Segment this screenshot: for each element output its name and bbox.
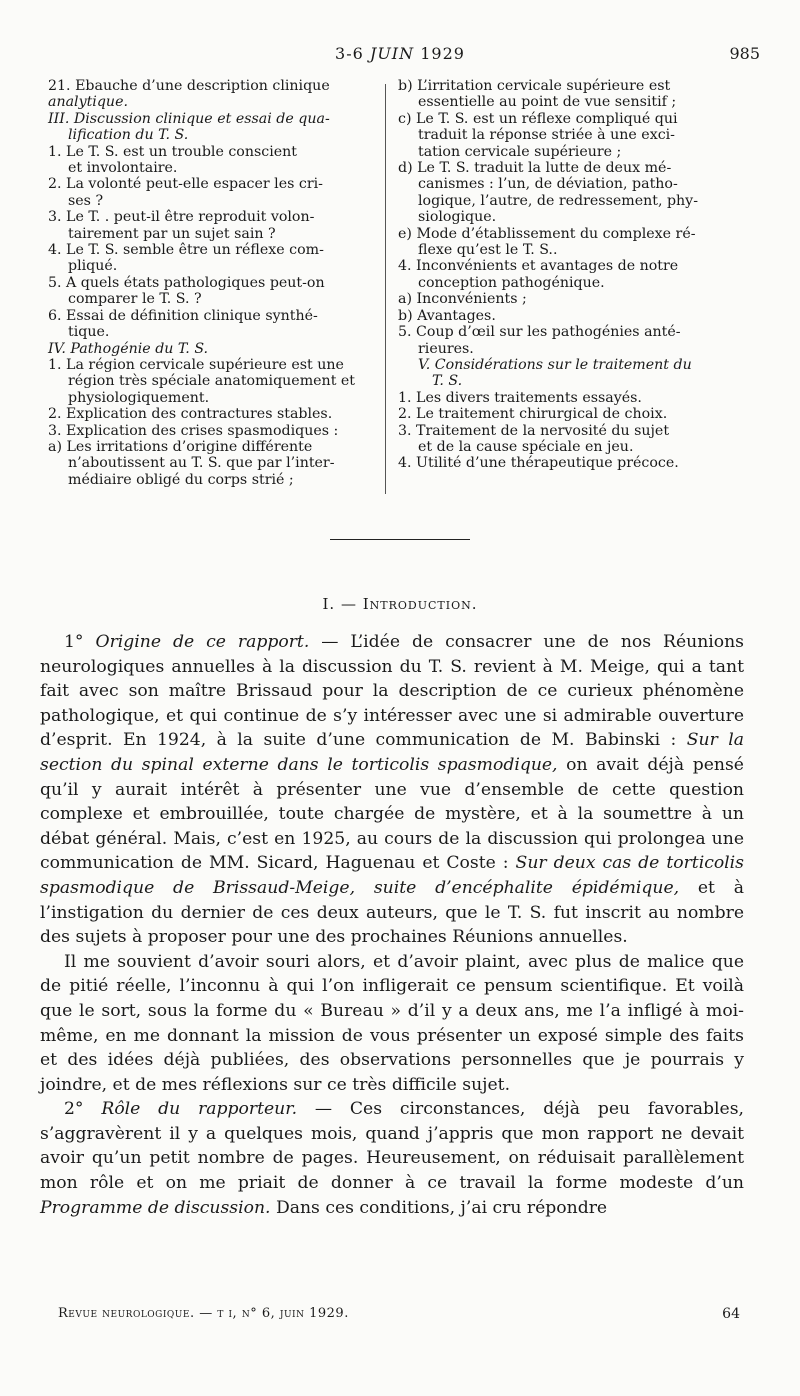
toc-line: III. Discussion clinique et essai de qua- — [48, 110, 330, 127]
italic-run: Sur la section du spinal externe dans le torticolis spasmodique, — [40, 730, 744, 775]
toc-line: 2. Explication des contractures stables. — [48, 406, 333, 423]
text-run: Il me souvient d’avoir souri alors, et d’avoir plaint, avec plus de malice que de pitié réelle, l’inconnu à qui l’on infligerait ce pensum scientifique. Et voilà que le sort, sous la forme du « Bureau » d’il y a deux ans, me l’a infligé à moi-même, en me donnant la mission de vous présenter un exposé simple des faits et des idées déjà publiées, des observations personnelles que je pourrais y joindre, et de mes réflexions sur ce très difficile sujet. — [40, 951, 744, 1095]
toc-line: essentielle au point de vue sensitif ; — [418, 94, 677, 111]
paragraph-role — [40, 1097, 744, 1220]
toc-line: n’aboutissent au T. S. que par l’inter- — [68, 455, 335, 472]
toc-line: d) Le T. S. traduit la lutte de deux mé- — [398, 160, 672, 177]
toc-line: flexe qu’est le T. S.. — [418, 242, 558, 259]
toc-line: b) Avantages. — [398, 307, 496, 324]
toc-line: logique, l’autre, de redressement, phy- — [418, 192, 698, 209]
toc-line: analytique. — [48, 94, 128, 111]
toc-line: e) Mode d’établissement du complexe ré- — [398, 225, 696, 242]
toc-line: b) L’irritation cervicale supérieure est — [398, 78, 671, 94]
section-rule — [330, 539, 470, 540]
toc-line: 2. La volonté peut-elle espacer les cri- — [48, 176, 323, 193]
toc-line: 21. Ebauche d’une description clinique — [48, 78, 330, 94]
toc-line: pliqué. — [68, 258, 118, 275]
header-date — [40, 44, 760, 63]
page-number: 985 — [729, 44, 760, 63]
toc-line: 4. Le T. S. semble être un réflexe com- — [48, 242, 324, 259]
italic-run: Programme de discussion. — [40, 1197, 271, 1218]
italic-run: Sur deux cas de torticolis spasmodique de Brissaud-Meige, suite d’encéphalite épidémique, — [40, 853, 744, 898]
toc-line: tairement par un sujet sain ? — [68, 225, 276, 242]
toc-line: lification du T. S. — [68, 127, 189, 144]
toc-line: région très spéciale anatomiquement et — [68, 373, 355, 390]
body-text — [40, 630, 744, 1220]
text-run: — L’idée de consacrer une de nos Réunions neurologiques annuelles à la discussion du T. S. revient à M. Meige, qui a tant fait avec son maître Brissaud pour la description de ce curieux phénomène pathologique, et qui continue de s’y intéresser avec une si admirable ouverture d’esprit. En 1924, à la suite d’une communication de M. Babinski : — [40, 632, 745, 751]
toc-left-column — [48, 78, 368, 488]
text-run: on avait déjà pensé qu’il y aurait intérêt à présenter une vue d’ensemble de cette question complexe et embrouillée, toute chargée de mystère, et à la soumettre à un débat général. Mais, c’est en 1925, au cours de la discussion qui prolongea une communication de MM. Sicard, Haguenau et Coste : — [40, 754, 744, 874]
text-run: et à l’instigation du dernier de ces deux auteurs, que le T. S. fut inscrit au nombre des sujets à proposer pour une des prochaines Réunions annuelles. — [40, 877, 744, 948]
toc-line: c) Le T. S. est un réflexe compliqué qui — [398, 110, 678, 127]
toc-line: tation cervicale supérieure ; — [418, 143, 622, 160]
text-run: 2° — [64, 1099, 102, 1120]
toc-line: 1. Le T. S. est un trouble conscient — [48, 143, 297, 160]
page-header — [40, 44, 760, 68]
toc-line: rieures. — [418, 340, 474, 357]
footer-journal: Revue neurologique. — t i, n° 6, juin 1929. — [58, 1306, 349, 1321]
toc-line: ses ? — [68, 192, 104, 209]
toc-line: 4. Inconvénients et avantages de notre — [398, 258, 679, 275]
toc-line: comparer le T. S. ? — [68, 291, 202, 308]
paragraph-origine — [40, 630, 744, 950]
column-divider — [385, 84, 386, 494]
toc-line: et involontaire. — [68, 160, 178, 177]
toc-right-column — [398, 78, 743, 472]
toc-line: 5. Coup d’œil sur les pathogénies anté- — [398, 324, 681, 341]
header-date-year: 1929 — [420, 44, 465, 63]
toc-line: conception pathogénique. — [418, 274, 605, 291]
toc-line: 1. La région cervicale supérieure est une — [48, 356, 344, 373]
toc-line: siologique. — [418, 209, 497, 226]
toc-line: canismes : l’un, de déviation, patho- — [418, 176, 678, 193]
footer-signature-number: 64 — [722, 1306, 740, 1322]
section-title: I. — Introduction. — [322, 595, 478, 613]
toc-line: 6. Essai de définition clinique synthé- — [48, 307, 318, 324]
toc-line: IV. Pathogénie du T. S. — [48, 340, 209, 357]
toc-line: médiaire obligé du corps strié ; — [68, 471, 294, 488]
toc-line: T. S. — [432, 373, 463, 390]
italic-run: Rôle du rapporteur. — [101, 1099, 298, 1120]
text-run: 1° — [64, 632, 96, 652]
italic-run: Origine de ce rapport. — [95, 632, 310, 652]
text-run: — Ces circonstances, déjà peu favorables, s’aggravèrent il y a quelques mois, quand j’appris que mon rapport ne devait avoir qu’un petit nombre de pages. Heureusement, on réduisait parallèlement mon rôle et on me priait de donner à ce travail la forme modeste d’un — [40, 1099, 744, 1194]
table-of-contents — [48, 78, 748, 518]
toc-line: 2. Le traitement chirurgical de choix. — [398, 406, 668, 423]
toc-line: 4. Utilité d’une thérapeutique précoce. — [398, 455, 679, 472]
toc-line: V. Considérations sur le traitement du — [418, 356, 692, 373]
toc-line: 3. Le T. . peut-il être reproduit volon- — [48, 209, 315, 226]
toc-line: a) Les irritations d’origine différente — [48, 438, 313, 455]
toc-line: tique. — [68, 324, 110, 341]
toc-line: physiologiquement. — [68, 389, 210, 406]
toc-line: traduit la réponse striée à une exci- — [418, 127, 675, 144]
toc-line: et de la cause spéciale en jeu. — [418, 438, 634, 455]
toc-line: a) Inconvénients ; — [398, 291, 527, 308]
toc-line: 3. Explication des crises spasmodiques : — [48, 422, 339, 439]
page-footer — [58, 1306, 740, 1326]
header-date-prefix: 3-6 — [335, 44, 364, 63]
toc-line: 3. Traitement de la nervosité du sujet — [398, 422, 670, 439]
text-run: Dans ces conditions, j’ai cru répondre — [270, 1197, 608, 1218]
toc-line: 1. Les divers traitements essayés. — [398, 389, 642, 406]
toc-line: 5. A quels états pathologiques peut-on — [48, 274, 325, 291]
paragraph-souvenir — [40, 950, 744, 1098]
header-date-month: JUIN — [369, 44, 415, 63]
